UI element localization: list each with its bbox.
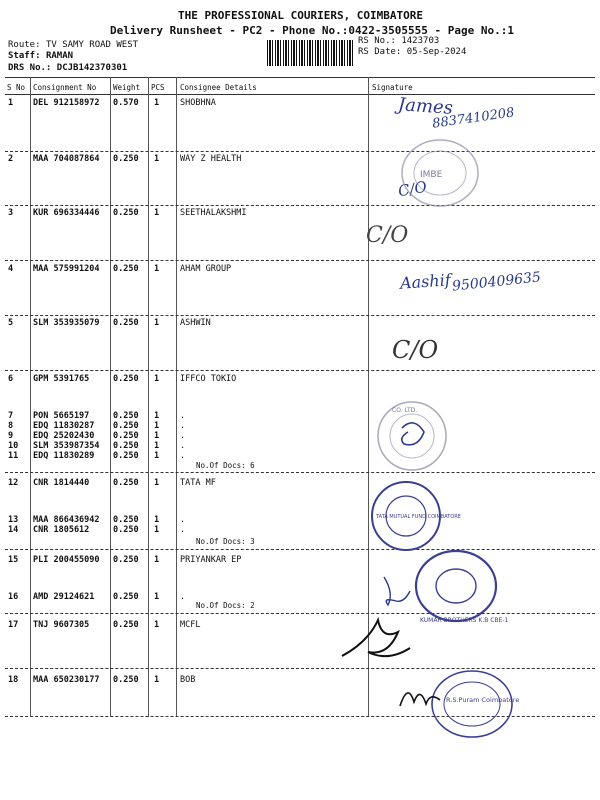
cell-pcs: 1 [154,592,160,602]
cell-consignment-no: MAA 866436942 [33,515,100,525]
cell-consignee: MCFL [180,620,201,630]
company-stamp-row-6 [374,398,454,478]
row-separator [5,205,595,206]
cell-consignment-no: CNR 1805612 [33,525,90,535]
svg-text:CO. LTD.: CO. LTD. [392,407,418,414]
rs-number: RS No.: 1423703 [358,36,440,46]
col-divider [110,77,111,717]
cell-sno: 15 [8,555,19,565]
cell-weight: 0.250 [113,208,139,218]
rs-date: RS Date: 05-Sep-2024 [358,47,467,57]
cell-consignment-no: PLI 200455090 [33,555,100,565]
cell-pcs: 1 [154,411,160,421]
cell-sno: 7 [8,411,14,421]
cell-consignee: . [180,515,186,525]
cell-pcs: 1 [154,451,160,461]
header-bottom-rule [5,94,595,95]
drs-line [8,63,127,73]
cell-sno: 14 [8,525,19,535]
signature-row-3: C/O [366,223,409,248]
cell-consignment-no: MAA 575991204 [33,264,100,274]
cell-sno: 9 [8,431,14,441]
cell-sno: 4 [8,264,14,274]
cell-consignment-no: GPM 5391765 [33,374,90,384]
drs-value: DCJB142370301 [56,63,128,73]
row-separator [5,549,595,550]
cell-consignee: . [180,431,186,441]
document-title: THE PROFESSIONAL COURIERS, COIMBATORE [178,9,424,22]
cell-weight: 0.250 [113,421,139,431]
barcode [267,40,353,66]
cell-consignee: . [180,525,186,535]
col-divider [176,77,177,717]
tata-mutual-fund-stamp [368,478,461,558]
table-top-rule [5,77,595,78]
cell-sno: 12 [8,478,19,488]
cell-weight: 0.570 [113,98,139,108]
col-header-consignee: Consignee Details [180,83,257,92]
cell-pcs: 1 [154,515,160,525]
row-separator [5,613,595,614]
cell-weight: 0.250 [113,478,139,488]
signature-scribble-row-18 [396,676,446,716]
col-divider [30,77,31,717]
route-line [8,40,138,50]
docs-count-note: No.Of Docs: 2 [196,601,255,610]
row-separator [5,151,595,152]
cell-consignee: SEETHALAKSHMI [180,208,247,218]
cell-consignment-no: CNR 1814440 [33,478,90,488]
cell-sno: 8 [8,421,14,431]
docs-count-note: No.Of Docs: 3 [196,537,255,546]
row-separator [5,370,595,371]
cell-consignment-no: DEL 912158972 [33,98,100,108]
cell-consignee: BOB [180,675,196,685]
signature-row-1-name: James [397,94,454,119]
cell-pcs: 1 [154,98,160,108]
cell-weight: 0.250 [113,620,139,630]
route-label: Route: [8,40,41,50]
cell-sno: 11 [8,451,19,461]
kumar-brothers-stamp [412,548,509,628]
cell-consignee: . [180,451,186,461]
cell-consignment-no: EDQ 25202430 [33,431,95,441]
cell-pcs: 1 [154,318,160,328]
col-divider [148,77,149,717]
cell-weight: 0.250 [113,592,139,602]
route-value: TV SAMY ROAD WEST [45,40,139,50]
cell-sno: 3 [8,208,14,218]
svg-text:TATA MUTUAL FUND COIMBATORE: TATA MUTUAL FUND COIMBATORE [376,514,461,520]
cell-sno: 16 [8,592,19,602]
cell-sno: 13 [8,515,19,525]
cell-weight: 0.250 [113,154,139,164]
cell-consignee: TATA MF [180,478,216,488]
cell-consignee: . [180,592,186,602]
cell-consignment-no: KUR 696334446 [33,208,100,218]
cell-pcs: 1 [154,441,160,451]
cell-consignee: . [180,441,186,451]
signature-row-5: C/O [392,336,439,364]
col-header-sno: S No [7,83,26,92]
cell-sno: 18 [8,675,19,685]
cell-pcs: 1 [154,431,160,441]
staff-value: RAMAN [45,51,74,61]
cell-sno: 17 [8,620,19,630]
cell-consignment-no: SLM 353987354 [33,441,100,451]
signature-row-1-phone: 8837410208 [431,105,516,132]
cell-consignee: . [180,411,186,421]
signature-row-2: C/O [396,177,429,201]
cell-pcs: 1 [154,525,160,535]
cell-weight: 0.250 [113,411,139,421]
col-header-consignment: Consignment No [33,83,97,92]
cell-weight: 0.250 [113,318,139,328]
cell-consignee: ASHWIN [180,318,211,328]
cell-consignee: PRIYANKAR EP [180,555,242,565]
docs-count-note: No.Of Docs: 6 [196,461,255,470]
cell-pcs: 1 [154,208,160,218]
cell-weight: 0.250 [113,675,139,685]
cell-weight: 0.250 [113,374,139,384]
cell-consignment-no: MAA 650230177 [33,675,100,685]
cell-pcs: 1 [154,478,160,488]
cell-sno: 6 [8,374,14,384]
col-header-weight: Weight [113,83,141,92]
cell-sno: 1 [8,98,14,108]
cell-pcs: 1 [154,374,160,384]
signature-scribble-row-16 [374,573,424,613]
cell-pcs: 1 [154,421,160,431]
cell-pcs: 1 [154,555,160,565]
company-stamp-row-2 [398,135,488,215]
staff-line [8,51,73,61]
cell-consignment-no: EDQ 11830287 [33,421,95,431]
cell-weight: 0.250 [113,555,139,565]
cell-sno: 10 [8,441,19,451]
cell-consignment-no: MAA 704087864 [33,154,100,164]
cell-weight: 0.250 [113,451,139,461]
cell-pcs: 1 [154,154,160,164]
cell-pcs: 1 [154,264,160,274]
staff-label: Staff: [8,51,41,61]
svg-text:IMBE: IMBE [420,170,443,180]
cell-consignment-no: TNJ 9607305 [33,620,90,630]
row-separator [5,260,595,261]
cell-pcs: 1 [154,675,160,685]
cell-consignment-no: AMD 29124621 [33,592,95,602]
drs-label: DRS No.: [8,63,52,73]
cell-consignment-no: EDQ 11830289 [33,451,95,461]
cell-consignee: . [180,421,186,431]
cell-weight: 0.250 [113,525,139,535]
cell-sno: 5 [8,318,14,328]
svg-text:R.S.Puram Coimbatore: R.S.Puram Coimbatore [446,696,520,704]
cell-consignee: SHOBHNA [180,98,216,108]
cell-consignment-no: SLM 353935079 [33,318,100,328]
cell-weight: 0.250 [113,515,139,525]
col-header-signature: Signature [372,83,413,92]
cell-consignee: WAY Z HEALTH [180,154,242,164]
signature-row-4-name: Aashif [399,270,452,293]
cell-consignment-no: PON 5665197 [33,411,90,421]
col-header-pcs: PCS [151,83,165,92]
cell-consignee: IFFCO TOKIO [180,374,237,384]
svg-text:KUMAR BROTHERS K.B CBE-1: KUMAR BROTHERS K.B CBE-1 [420,617,509,624]
row-separator [5,315,595,316]
cell-weight: 0.250 [113,441,139,451]
cell-sno: 2 [8,154,14,164]
signature-row-4-phone: 9500409635 [451,269,542,295]
cell-weight: 0.250 [113,431,139,441]
cell-pcs: 1 [154,620,160,630]
cell-consignee: AHAM GROUP [180,264,232,274]
row-separator [5,472,595,473]
cell-weight: 0.250 [113,264,139,274]
signature-scribble-row-17 [338,612,418,672]
runsheet-subtitle: Delivery Runsheet - PC2 - Phone No.:0422-3505555 - Page No.:1 [110,24,514,37]
